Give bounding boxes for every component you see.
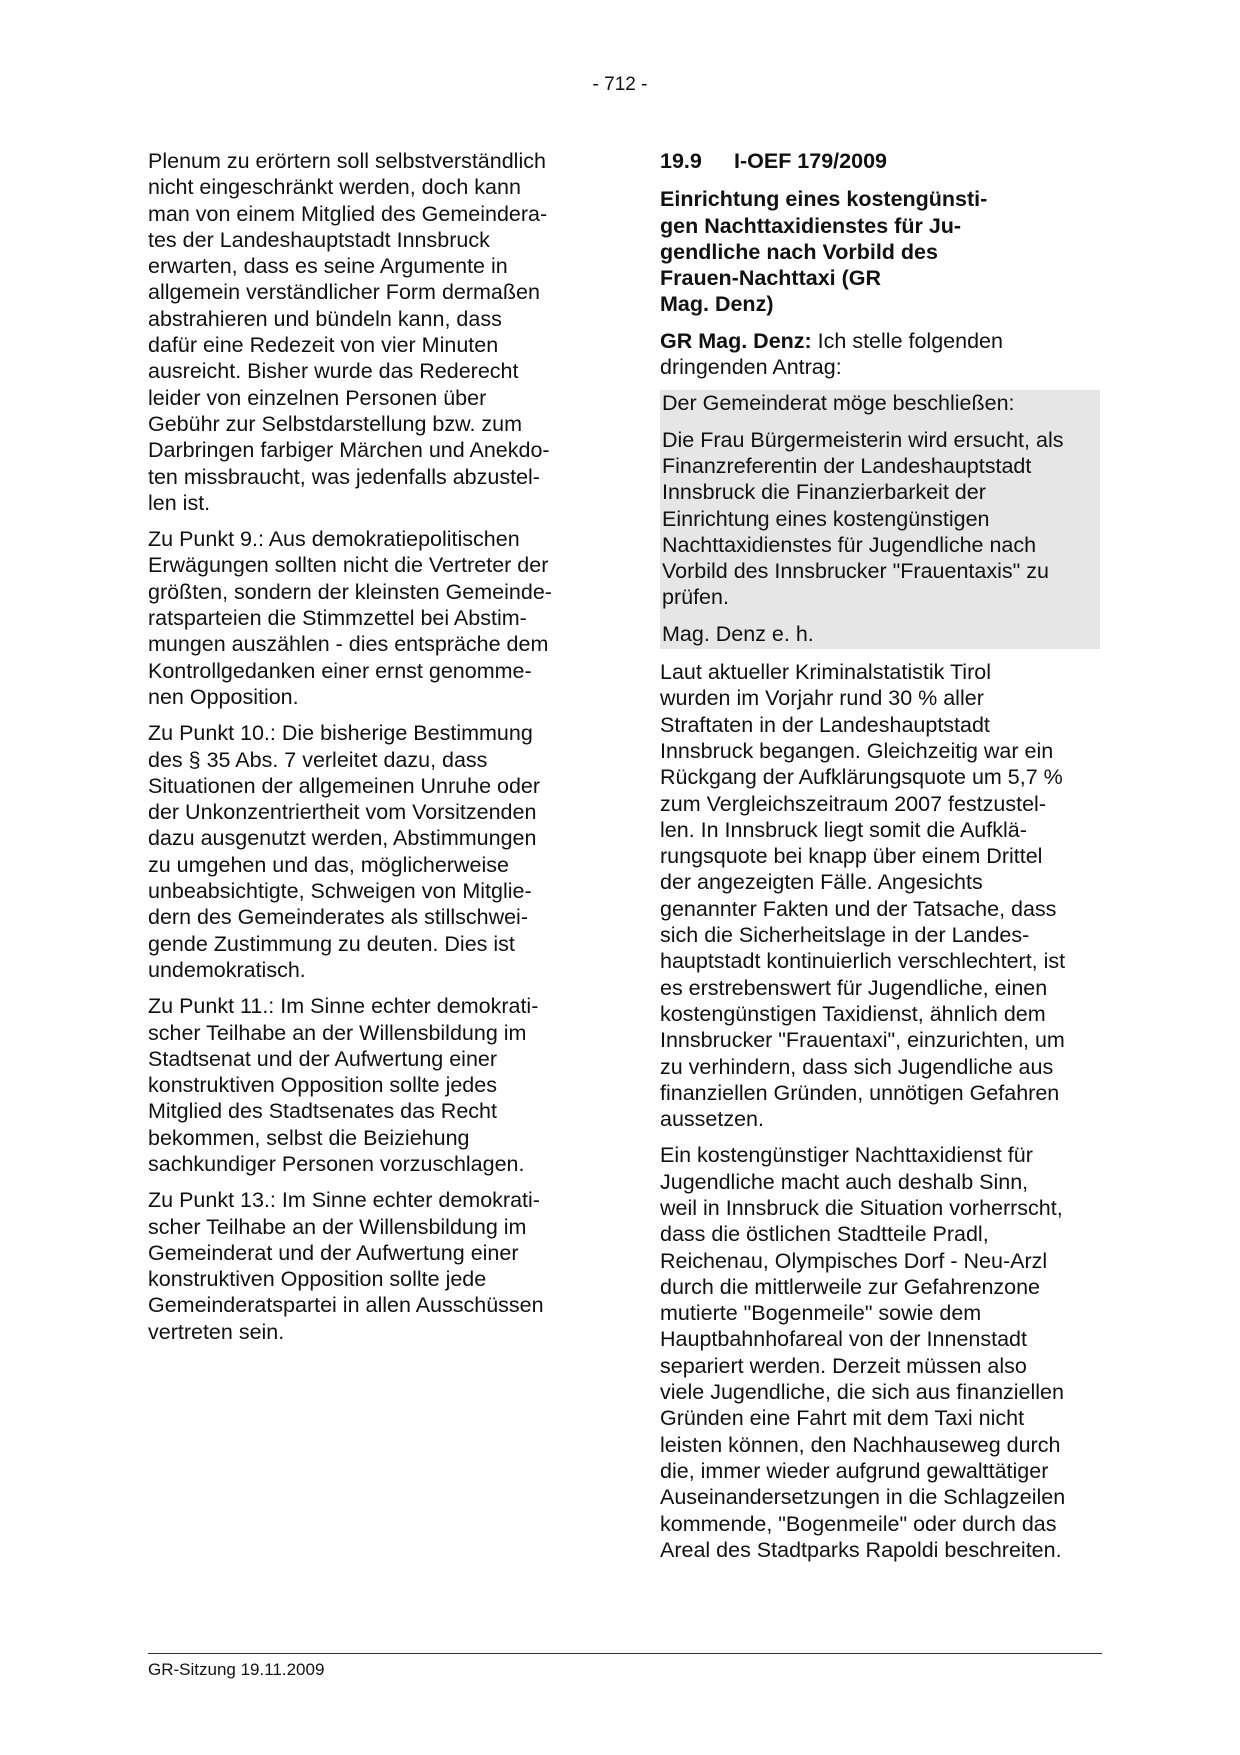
agenda-item-title: Einrichtung eines kostengünsti- gen Nachttaxidienstes für Ju- gendliche nach Vorbild des Frauen-Nachttaxi (GR Mag. Denz)	[660, 187, 988, 317]
footer-divider	[148, 1653, 1102, 1654]
right-column	[660, 148, 1100, 1573]
footer: GR-Sitzung 19.11.2009	[148, 1660, 325, 1679]
paragraph: Laut aktueller Kriminalstatistik Tirol wurden im Vorjahr rund 30 % aller Straftaten in der Landeshauptstadt Innsbruck begangen. Gleichzeitig war ein Rückgang der Aufklärungsquote um 5,7 % zum Vergleichszeitraum 2007 festzustel- len. In Innsbruck liegt somit die Aufklä- rungsquote bei knapp über einem Drittel der angezeigten Fälle. Angesichts genannter Fakten und der Tatsache, dass sich die Sicherheitslage in der Landes- hauptstadt kontinuierlich verschlechtert, ist es erstrebenswert für Jugendliche, einen kostengünstigen Taxidienst, ähnlich dem Innsbrucker "Frauentaxi", einzurichten, um zu verhindern, dass sich Jugendliche aus finanziellen Gründen, unnötigen Gefahren aussetzen.	[660, 660, 1066, 1132]
paragraph: Plenum zu erörtern soll selbstverständlich nicht eingeschränkt werden, doch kann man von einem Mitglied des Gemeindera- tes der Landeshauptstadt Innsbruck erwarten, dass es seine Argumente in allgemein verständlicher Form dermaßen abstrahieren und bündeln kann, dass dafür eine Redezeit von vier Minuten ausreicht. Bisher wurde das Rederecht leider von einzelnen Personen über Gebühr zur Selbstdarstellung bzw. zum Darbringen farbiger Märchen und Anekdo- ten missbraucht, was jedenfalls abzustel- len ist.	[148, 149, 550, 515]
paragraph: Zu Punkt 9.: Aus demokratiepolitischen Erwägungen sollten nicht die Vertreter der größten, sondern der kleinsten Gemeinde- ratsparteien die Stimmzettel bei Abstim- mungen auszählen - dies entspräche dem Kontrollgedanken einer ernst genomme- nen Opposition.	[148, 527, 552, 709]
paragraph: Ein kostengünstiger Nachttaxidienst für Jugendliche macht auch deshalb Sinn, weil in Innsbruck die Situation vorherrscht, dass die östlichen Stadtteile Pradl, Reichenau, Olympisches Dorf - Neu-Arzl durch die mittlerweile zur Gefahrenzone mutierte "Bogenmeile" sowie dem Hauptbahnhofareal von der Innenstadt separiert werden. Derzeit müssen also viele Jugendliche, die sich aus finanziellen Gründen eine Fahrt mit dem Taxi nicht leisten können, den Nachhauseweg durch die, immer wieder aufgrund gewalttätiger Auseinandersetzungen in die Schlagzeilen kommende, "Bogenmeile" oder durch das Areal des Stadtparks Rapoldi beschreiten.	[660, 1143, 1066, 1562]
paragraph: Zu Punkt 11.: Im Sinne echter demokrati- scher Teilhabe an der Willensbildung im Stadtsenat und der Aufwertung einer konstruktiven Opposition sollte jedes Mitglied des Stadtsenates das Recht bekommen, selbst die Beiziehung sachkundiger Personen vorzuschlagen.	[148, 994, 539, 1176]
paragraph: Zu Punkt 10.: Die bisherige Bestimmung des § 35 Abs. 7 verleitet dazu, dass Situationen der allgemeinen Unruhe oder der Unkonzentriertheit vom Vorsitzenden dazu ausgenutzt werden, Abstimmungen zu umgehen und das, möglicherweise unbeabsichtigte, Schweigen von Mitglie- dern des Gemeinderates als stillschwei- gende Zustimmung zu deuten. Dies ist undemokratisch.	[148, 721, 541, 982]
speaker-intro	[660, 328, 1100, 381]
speaker-name: GR Mag. Denz:	[660, 328, 812, 353]
page-number: - 712 -	[592, 74, 648, 95]
motion-box	[660, 390, 1100, 649]
motion-line: Der Gemeinderat möge beschließen:	[662, 391, 1015, 416]
agenda-item-number: 19.9	[660, 149, 702, 173]
agenda-item-code: I-OEF 179/2009	[734, 149, 887, 173]
motion-signature: Mag. Denz e. h.	[662, 621, 814, 646]
motion-text: Die Frau Bürgermeisterin wird ersucht, als Finanzreferentin der Landeshauptstadt Innsbruck die Finanzierbarkeit der Einrichtung eines kostengünstigen Nachttaxidienstes für Jugendliche nach Vorbild des Innsbrucker "Frauentaxis" zu prüfen.	[662, 427, 1064, 610]
left-column	[148, 148, 588, 1355]
paragraph: Zu Punkt 13.: Im Sinne echter demokrati- scher Teilhabe an der Willensbildung im Gemeinderat und der Aufwertung einer konstruktiven Opposition sollte jede Gemeinderatspartei in allen Ausschüssen vertreten sein.	[148, 1188, 544, 1344]
agenda-item-heading	[660, 148, 1100, 174]
speaker-statement: Ich stelle folgenden dringenden Antrag:	[660, 328, 1003, 380]
